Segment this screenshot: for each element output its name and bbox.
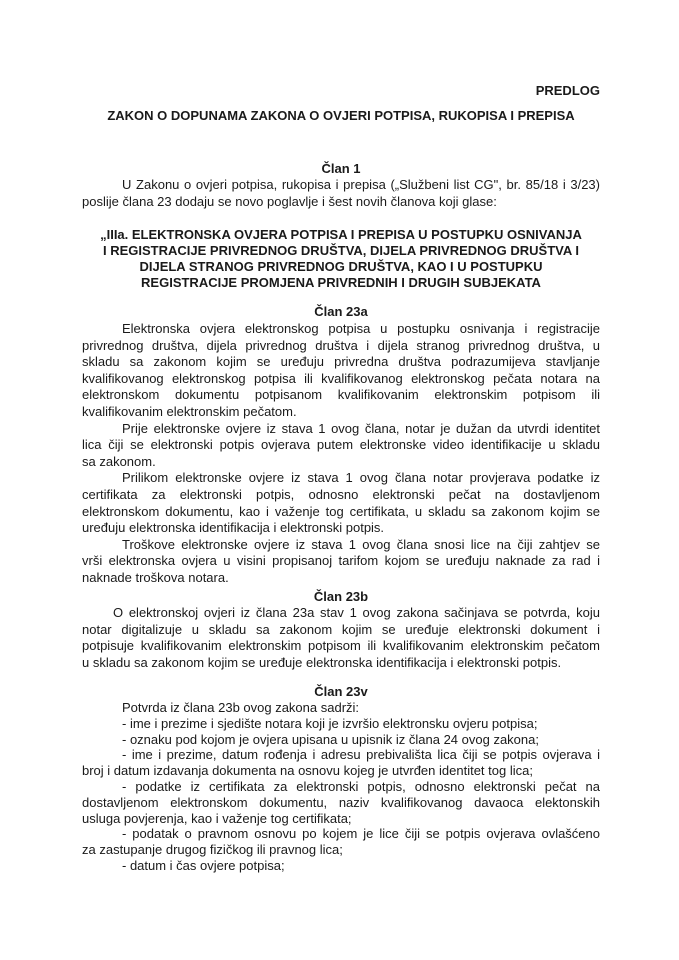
text-line: O elektronskoj ovjeri iz člana 23a stav 1 ovog zakona sačinjava se potvrda, koju: [113, 605, 600, 620]
paragraph: [82, 321, 600, 421]
text-line: dostavljenom elektronskom dokumentu, naziv kvalifikovanog davaoca elektonskih: [82, 794, 600, 810]
paragraph: [82, 716, 600, 732]
text-line: naknade troškova notara.: [82, 569, 229, 585]
paragraph: [82, 779, 600, 826]
text-line: potpisuje kvalifikovanim elektronskim potpisom ili kvalifikovanim elektronskim pečatom: [82, 638, 600, 654]
text-line: lica čiji se elektronski potpis ovjerava putem elektronske video identifikacije u skladu: [82, 437, 600, 453]
text-line: U Zakonu o ovjeri potpisa, rukopisa i prepisa („Službeni list CG", br. 85/18 i 3/23): [122, 177, 600, 192]
paragraph: [82, 732, 600, 748]
text-line: - podatak o pravnom osnovu po kojem je lice čiji se potpis ovjerava ovlašćeno: [122, 826, 600, 842]
text-line: broj i datum izdavanja dokumenta na osnovu kojeg je utvrđen identitet tog lica;: [82, 763, 533, 779]
text-line: certifikata za elektronski potpis, odnosno elektronski pečat na dostavljenom: [82, 486, 600, 502]
text-line: I REGISTRACIJE PRIVREDNOG DRUŠTVA, DIJELA PRIVREDNOG DRUŠTVA I: [103, 243, 579, 258]
text-line: - podatke iz certifikata za elektronski potpis, odnosno elektronski pečat na: [122, 778, 600, 794]
text-line: REGISTRACIJE PROMJENA PRIVREDNIH I DRUGIH SUBJEKATA: [141, 275, 541, 290]
text-line: uređuju elektronska identifikacija i elektronski potpis.: [82, 520, 385, 536]
text-line: - datum i čas ovjere potpisa;: [122, 857, 285, 873]
paragraph: [82, 421, 600, 471]
text-line: kvalifikovanim elektronskim pečatom.: [82, 403, 297, 419]
text-line: - ime i prezime, datum rođenja i adresu prebivališta lica čiji se potpis ovjerava i: [122, 747, 600, 763]
draft-label: PREDLOG: [535, 83, 600, 98]
text-line: sa zakonom.: [82, 453, 156, 469]
text-line: elektronskom dokumentu potpisanom kvalifikovanim elektronskim potpisom ili: [82, 387, 600, 403]
text-line: - oznaku pod kojom je ovjera upisana u upisnik iz člana 24 ovog zakona;: [122, 731, 539, 747]
text-line: Prilikom elektronske ovjere iz stava 1 ovog člana notar provjerava podatke iz: [122, 470, 600, 486]
text-line: elektronskom dokumentu, kao i važenje tog certifikata, u skladu sa zakonom kojim se: [82, 503, 600, 519]
paragraph: [82, 747, 600, 779]
text-line: Potvrda iz člana 23b ovog zakona sadrži:: [122, 700, 360, 715]
text-line: vrši elektronska ovjera u visini propisanoj tarifom kojom se uređuju naknade za rad i: [82, 553, 600, 569]
paragraph: [82, 470, 600, 536]
chapter-heading: [70, 227, 612, 291]
article-23v-list: [82, 700, 600, 874]
paragraph: [82, 700, 600, 716]
article-23a-heading: Član 23a: [314, 304, 368, 319]
text-line: DIJELA STRANOG PRIVREDNOG DRUŠTVA, KAO I U POSTUPKU: [139, 259, 543, 274]
text-line: Troškove elektronske ovjere iz stava 1 ovog člana snosi lice na čiji zahtjev se: [122, 536, 600, 552]
text-line: poslije člana 23 dodaju se novo poglavlje i šest novih članova koji glase:: [82, 193, 497, 209]
text-line: za zastupanje drugog fizičkog ili pravnog lica;: [82, 842, 343, 858]
article-23v-heading: Član 23v: [314, 684, 368, 699]
text-line: „IIIa. ELEKTRONSKA OVJERA POTPISA I PREPISA U POSTUPKU OSNIVANJA: [100, 227, 582, 242]
document-title: ZAKON O DOPUNAMA ZAKONA O OVJERI POTPISA, RUKOPISA I PREPISA: [107, 108, 575, 123]
text-line: notar digitalizuje u skladu sa zakonom kojim se uređuje elektronski dokument i: [82, 621, 600, 637]
text-line: u skladu sa zakonom kojim se uređuje elektronska identifikacija i elektronski potpis.: [82, 654, 562, 670]
text-line: - ime i prezime i sjedište notara koji je izvršio elektronsku ovjeru potpisa;: [122, 715, 538, 731]
article-23a-body: [82, 321, 600, 587]
article-1-paragraph: [82, 177, 600, 210]
paragraph: [82, 858, 600, 874]
text-line: skladu sa zakonom kojim se uređuju privredna društva podrazumijeva stavljanje: [82, 354, 600, 370]
text-line: Prije elektronske ovjere iz stava 1 ovog člana, notar je dužan da utvrdi identitet: [122, 420, 600, 436]
article-23b-paragraph: [82, 605, 600, 671]
paragraph: [82, 826, 600, 858]
article-1-heading: Član 1: [321, 161, 361, 176]
text-line: privrednog društva, dijela privrednog društva i dijela stranog privrednog društva, u: [82, 337, 600, 353]
text-line: usluga povjerenja, kao i važenje tog certifikata;: [82, 810, 352, 826]
article-23b-heading: Član 23b: [313, 589, 369, 604]
text-line: Elektronska ovjera elektronskog potpisa u postupku osnivanja i registracije: [122, 321, 600, 336]
text-line: kvalifikovanog elektronskog potpisa ili kvalifikovanog elektronskog pečata notara na: [82, 370, 600, 386]
paragraph: [82, 537, 600, 587]
